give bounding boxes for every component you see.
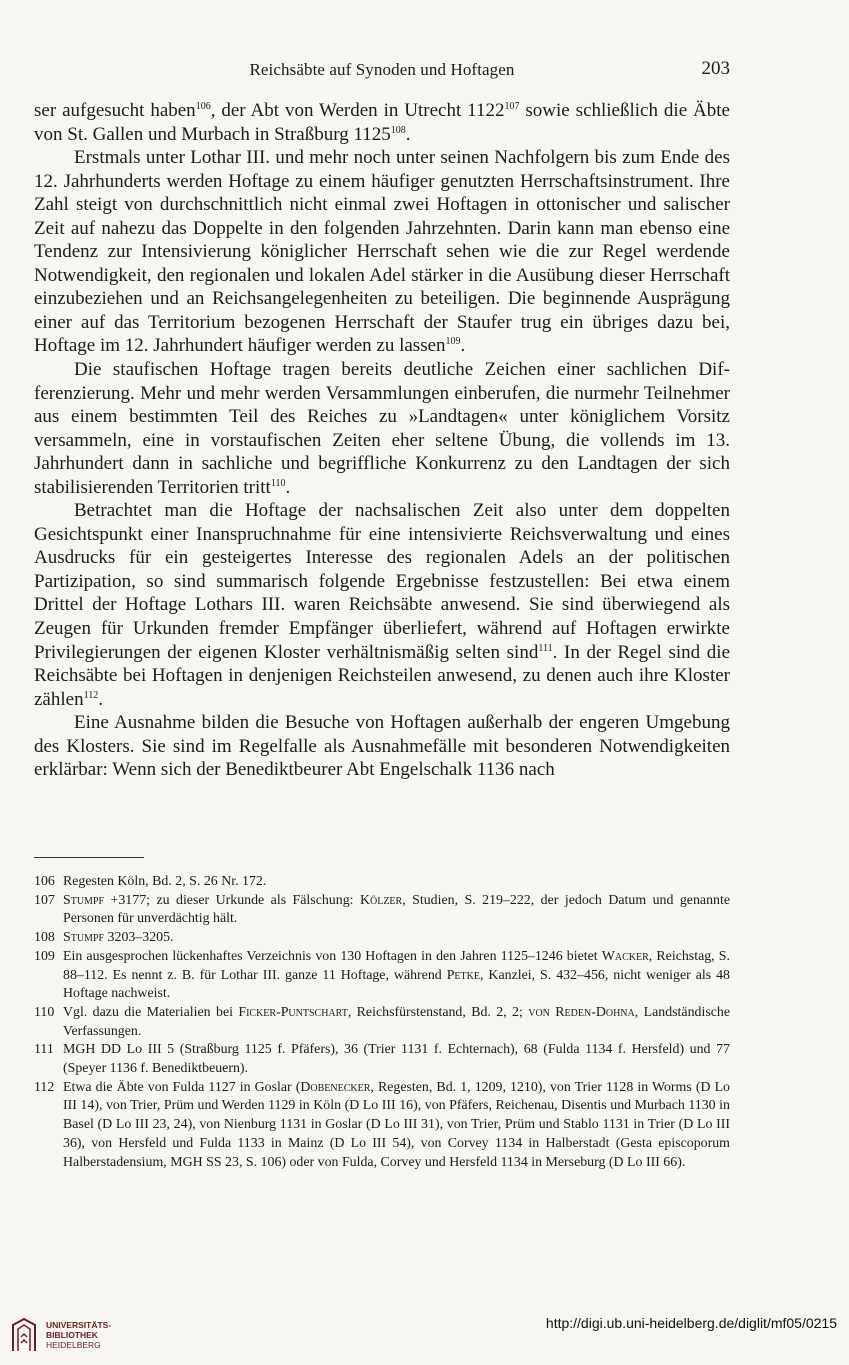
footnote-number: 111 (34, 1042, 54, 1058)
paragraph-4 (34, 499, 730, 711)
text-run: ser aufgesucht haben (34, 100, 196, 121)
text-run: . (98, 688, 103, 710)
footnote-divider (34, 857, 144, 858)
footnote-112 (34, 1079, 730, 1173)
page-header (34, 58, 730, 84)
footnote-108 (34, 929, 730, 948)
footnote-number: 107 (34, 892, 55, 908)
footnote-ref-108[interactable]: 108 (390, 124, 406, 136)
text-run: Erstmals unter Lothar III. und mehr noch unter seinen Nachfolgern bis zum Ende des 12. Jahrhunderts werden Hoftage zu einem häufiger genutzten Herrschaftsinstrument. Ihre Zahl steigt von durchschnittlich nicht einmal zwei Hoftagen in ottonischer und salischer Zeit auf nahezu das Doppelte in den folgenden Jahrzehnten. Darin kann man ebenso eine Tendenz zur Intensivierung königlicher Herrschaft sehen wie die zur Regel werdende Notwendigkeit, den regionalen und lokalen Adel stärker in die Ausübung dieser Herrschaft einzubeziehen und an Reichsangelegenheiten zu beteiligen. Die beginnende Ausprägung einer auf das Territorium bezogenen Herrschaft der Staufer trug ein übriges dazu bei, Hoftage im 12. Jahrhundert häufiger werden zu lassen (34, 147, 730, 357)
author-name: Petke (446, 967, 480, 983)
text-run: , Reichsfürstenstand, Bd. 2, 2; (347, 1004, 529, 1020)
footnote-ref-106[interactable]: 106 (195, 101, 211, 112)
paragraph-2 (34, 146, 730, 358)
text-run: , Landständische Verfassungen. (63, 1004, 730, 1039)
text-run: 3203–3205. (104, 930, 174, 946)
main-text (34, 99, 730, 782)
footnote-111 (34, 1041, 730, 1078)
library-logo-text (46, 1320, 111, 1350)
footnote-109 (34, 948, 730, 1004)
footnote-text (63, 1041, 730, 1078)
logo-line: UNIVERSITÄTS- (46, 1320, 112, 1330)
footnote-number: 106 (34, 874, 55, 889)
text-run: , Regesten, Bd. 1, 1209, 1210), von Trier 1128 in Worms (D Lo III 14), von Trier, Prüm und Werden 1129 in Köln (D Lo III 16), von Pfäfers, Reichenau, Disentis und Murbach 1130 in Basel (D Lo III 23, 24), von Nienburg 1131 in Goslar (D Lo III 31), von Trier, Prüm und Stablo 1131 in Trier (D Lo III 36), von Hersfeld und Fulda 1133 in Mainz (D Lo III 54), von Corvey 1134 in Halberstadt (Gesta episcoporum Halberstadensium, MGH SS 23, S. 106) oder von Fulda, Corvey und Hersfeld 1134 in Merseburg (D Lo III 66). (63, 1079, 731, 1170)
paragraph-3 (34, 358, 730, 499)
paragraph-5 (34, 711, 730, 782)
footnote-text (63, 1079, 730, 1173)
text-run: Die staufischen Hoftage tragen bereits deutliche Zeichen einer sachlichen Differenzierung. Mehr und mehr werden Versammlungen einberufen, die nurmehr Teilnehmer aus einem bestimmten Teil des Reiches zu »Landtagen« unter königlichem Vorsitz versammeln, eine in vorstaufischen Zeiten eher seltene Übung, die vollends im 13. Jahrhundert dann in sachliche und begriffliche Konkurrenz zu den Landtagen der sich stabilisierenden Territorien tritt (34, 359, 730, 498)
author-name: Kölzer (359, 892, 403, 908)
author-name: von Reden-Dohna (528, 1004, 635, 1020)
footnote-text (63, 892, 730, 929)
footnote-ref-111[interactable]: 111 (538, 642, 553, 654)
page-number: 203 (701, 58, 730, 79)
footnote-ref-110[interactable]: 110 (270, 477, 286, 489)
text-run: Vgl. dazu die Materialien bei (63, 1004, 239, 1020)
text-run: . (285, 476, 291, 498)
text-run: Eine Ausnahme bilden die Besuche von Hoftagen außerhalb der engeren Umgebung des Klosters. Sie sind im Regelfalle als Ausnahmefälle mit besonderen Notwendigkeiten erklärbar: Wenn sich der Benediktbeurer Abt Engelschalk 1136 nach (34, 712, 730, 781)
library-logo[interactable] (10, 1317, 130, 1353)
footnote-number: 110 (34, 1004, 55, 1020)
author-name: Dobenecker (300, 1079, 371, 1095)
text-run: , Kanzlei, S. 432–456, nicht weniger als 48 Hoftage nachweist. (63, 967, 730, 1002)
footnote-106 (34, 873, 730, 892)
author-name: Stumpf (63, 930, 105, 946)
running-title: Reichsäbte auf Synoden und Hoftagen (249, 60, 515, 79)
author-name: Stumpf (63, 892, 105, 908)
footnote-text (63, 1004, 730, 1041)
footnotes (34, 873, 730, 1172)
text-run: Regesten Köln, Bd. 2, S. 26 Nr. 172. (63, 874, 267, 889)
text-run: . (405, 123, 411, 145)
footnote-ref-112[interactable]: 112 (83, 689, 99, 701)
footnote-107 (34, 892, 730, 929)
footnote-110 (34, 1004, 730, 1041)
text-run: , der Abt von Werden in Utrecht 1122 (210, 100, 505, 121)
footnote-text (63, 929, 730, 948)
text-run: Etwa die Äbte von Fulda 1127 in Goslar ( (63, 1079, 301, 1095)
author-name: Ficker-Puntschart (238, 1004, 348, 1020)
text-run: . In der Regel sind die Reichsäbte bei Hoftagen in denjenigen Reichsteilen anwesend, zu denen auch ihre Kloster zählen (34, 641, 731, 710)
text-run: Betrachtet man die Hoftage der nachsalischen Zeit also unter dem doppelten Gesichtspunkt einer Inanspruchnahme für eine intensivierte Reichsverwaltung und eines Ausdrucks für ein gesteigertes Interesse des regionalen Adels an der politischen Partizipation, so sind summarisch folgende Ergebnisse festzustellen: Bei etwa einem Drittel der Hoftage Lothars III. waren Reichsäbte anwesend. Sie sind überwiegend als Zeugen für Urkunden fremder Empfänger überliefert, während auf Hoftagen erwirkte Privilegierungen der eigenen Kloster verhältnismäßig selten sind (34, 500, 730, 663)
text-run: , Reichstag, S. 88–112. Es nennt z. B. für Lothar III. ganze 11 Hoftage, während (63, 948, 730, 983)
footnote-ref-107[interactable]: 107 (504, 101, 520, 112)
text-run: . (460, 335, 466, 357)
footnote-text (63, 873, 730, 892)
source-url-link[interactable]: http://digi.ub.uni-heidelberg.de/diglit/mf05/0215 (545, 1315, 837, 1331)
footnote-number: 109 (34, 948, 55, 964)
library-logo-icon (10, 1317, 38, 1353)
text-run: sowie schließlich die Äbte von St. Gallen und Murbach in Straßburg 1125 (34, 100, 730, 145)
footnote-text (63, 948, 730, 1004)
logo-line: HEIDELBERG (46, 1340, 101, 1350)
author-name: Wacker (601, 948, 649, 964)
logo-line: BIBLIOTHEK (46, 1330, 98, 1340)
paragraph-1 (34, 99, 730, 146)
footnote-ref-109[interactable]: 109 (445, 336, 461, 348)
text-run: MGH DD Lo III 5 (Straßburg 1125 f. Pfäfers), 36 (Trier 1131 f. Echternach), 68 (Fulda 1134 f. Hersfeld) und 77 (Speyer 1136 f. Benediktbeuern). (63, 1042, 730, 1077)
text-run: Ein ausgesprochen lückenhaftes Verzeichnis von 130 Hoftagen in den Jahren 1125–1246 bietet (63, 948, 602, 964)
footnote-number: 112 (34, 1079, 55, 1095)
text-run: +3177; zu dieser Urkunde als Fälschung: (104, 892, 360, 908)
footnote-number: 108 (34, 930, 55, 946)
text-run: , Studien, S. 219–222, der jedoch Datum und genannte Personen für unverdächtig hält. (63, 892, 730, 927)
